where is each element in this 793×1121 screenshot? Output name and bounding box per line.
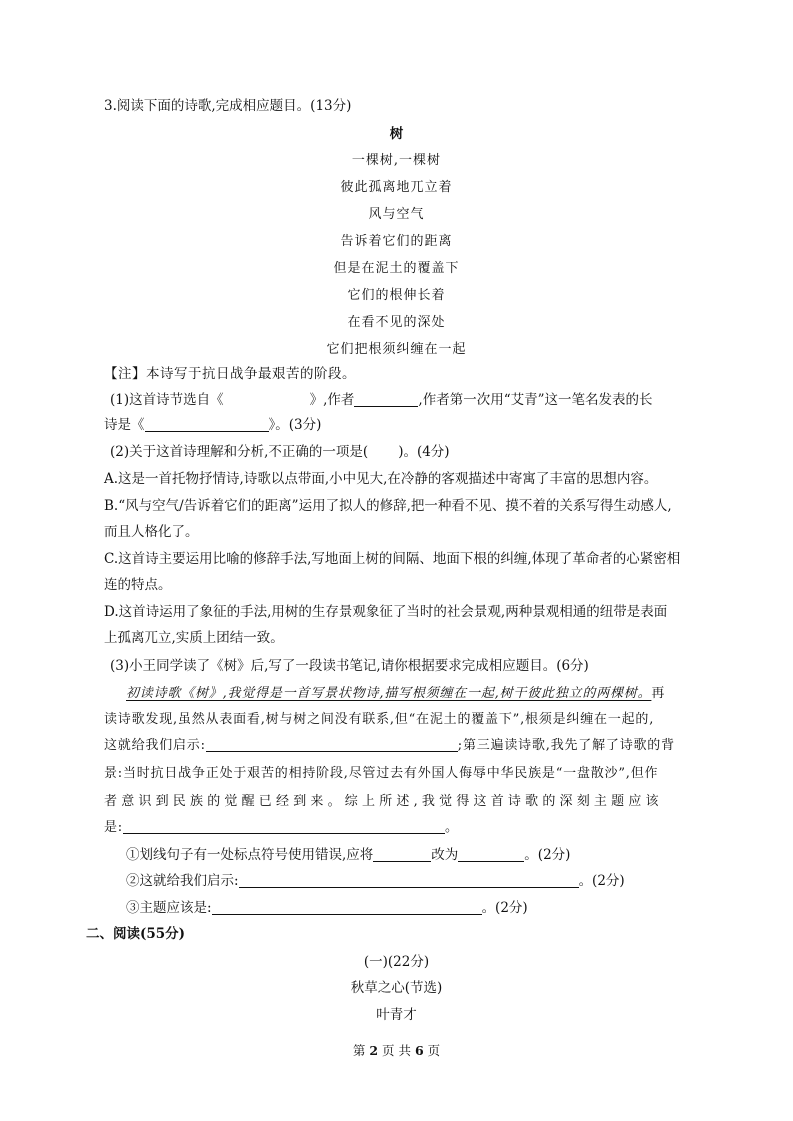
item-text: ①划线句子有一处标点符号使用错误,应将 bbox=[126, 847, 374, 863]
subquestion-1-text: 》。(3分) bbox=[268, 417, 322, 433]
article-author: 叶青才 bbox=[376, 1007, 417, 1023]
section-part-label: (一)(22分) bbox=[363, 954, 430, 970]
subquestion-1-line-1 bbox=[110, 388, 653, 408]
question-3-header: 3.阅读下面的诗歌,完成相应题目。(13分) bbox=[104, 98, 352, 114]
footer-text: 第 bbox=[352, 1043, 366, 1058]
page-footer bbox=[0, 1041, 793, 1059]
option-b-line-1: B.“风与空气/告诉着它们的距离”运用了拟人的修辞,把一种看不见、摸不着的关系写得生动感人, bbox=[104, 498, 672, 514]
item-text: 改为 bbox=[431, 847, 459, 863]
article-title: 秋草之心(节选) bbox=[350, 980, 443, 996]
section-2-header: 二、阅读(55分) bbox=[86, 926, 186, 942]
subquestion-1-text: 诗是《 bbox=[104, 417, 145, 433]
subquestion-2-text: )。(4分) bbox=[398, 444, 450, 460]
poem-line: 在看不见的深处 bbox=[347, 315, 446, 330]
poem-line: 它们的根伸长着 bbox=[347, 288, 446, 303]
item-text: 。(2分) bbox=[481, 900, 528, 916]
option-b-line-2: 而且人格化了。 bbox=[104, 524, 199, 540]
reading-note-text: 。 bbox=[444, 820, 459, 835]
reading-note-line-1 bbox=[126, 682, 665, 701]
item-text: 。(2分) bbox=[578, 873, 625, 889]
reading-note-text: 是: bbox=[104, 820, 123, 835]
current-page-number: 2 bbox=[369, 1043, 379, 1058]
option-c-line-1: C.这首诗主要运用比喻的修辞手法,写地面上树的间隔、地面下根的纠缠,体现了革命者的心紧密相 bbox=[104, 551, 681, 567]
footer-text: 页 bbox=[427, 1043, 441, 1058]
poem-line: 彼此孤离地兀立着 bbox=[340, 180, 453, 195]
option-d-line-1: D.这首诗运用了象征的手法,用树的生存景观象征了当时的社会景观,两种景观相通的纽带是表面 bbox=[104, 604, 668, 620]
reading-note-text: 再 bbox=[651, 686, 666, 701]
subquestion-2-prompt bbox=[110, 440, 450, 460]
reading-note-text: ;第三遍读诗歌,我先了解了诗歌的背 bbox=[457, 738, 675, 753]
subquestion-3-item-2 bbox=[126, 869, 625, 889]
theme-blank[interactable] bbox=[123, 819, 445, 834]
wrong-punct-blank[interactable] bbox=[373, 847, 431, 862]
reading-note-line-2: 读诗歌发现,虽然从表面看,树与树之间没有联系,但“在泥土的覆盖下”,根须是纠缠在一起的, bbox=[104, 712, 655, 727]
footer-text: 页 共 bbox=[382, 1043, 411, 1058]
item-text: 。(2分) bbox=[524, 847, 571, 863]
poem-title: 树 bbox=[389, 126, 404, 142]
reading-note-line-6 bbox=[104, 816, 459, 835]
long-poem-blank[interactable] bbox=[145, 417, 269, 432]
author-blank[interactable] bbox=[354, 392, 418, 407]
item-text: ③主题应该是: bbox=[126, 900, 212, 916]
subquestion-3-prompt: (3)小王同学读了《树》后,写了一段读书笔记,请你根据要求完成相应题目。(6分) bbox=[110, 658, 589, 674]
subquestion-3-item-1 bbox=[126, 843, 570, 863]
inspiration-blank[interactable] bbox=[206, 737, 458, 752]
correct-punct-blank[interactable] bbox=[458, 847, 524, 862]
poem-note: 【注】本诗写于抗日战争最艰苦的阶段。 bbox=[104, 366, 356, 382]
reading-note-text: 这就给我们启示: bbox=[104, 738, 206, 753]
poem-line: 风与空气 bbox=[368, 207, 425, 222]
option-c-line-2: 连的特点。 bbox=[104, 577, 172, 593]
subquestion-1-text: ,作者第一次用“艾青”这一笔名发表的长 bbox=[418, 392, 653, 408]
option-d-line-2: 上孤离兀立,实质上团结一致。 bbox=[104, 630, 284, 646]
reading-note-line-3 bbox=[104, 734, 675, 753]
reading-note-line-4: 景:当时抗日战争正处于艰苦的相持阶段,尽管过去有外国人侮辱中华民族是“一盘散沙”,但作 bbox=[104, 766, 659, 781]
option-a: A.这是一首托物抒情诗,诗歌以点带面,小中见大,在冷静的客观描述中寄寓了丰富的思想内容。 bbox=[104, 471, 658, 487]
theme-answer-blank[interactable] bbox=[212, 900, 482, 915]
poem-line: 但是在泥土的覆盖下 bbox=[333, 261, 460, 276]
item-text: ②这就给我们启示: bbox=[126, 873, 239, 889]
poem-line: 告诉着它们的距离 bbox=[340, 234, 453, 249]
poem-line: 它们把根须纠缠在一起 bbox=[326, 342, 467, 357]
subquestion-3-item-3 bbox=[126, 896, 528, 916]
inspiration-answer-blank[interactable] bbox=[239, 873, 579, 888]
subquestion-1-text: (1)这首诗节选自《 bbox=[110, 392, 224, 408]
poem-line: 一棵树,一棵树 bbox=[351, 153, 442, 168]
total-page-number: 6 bbox=[414, 1043, 424, 1058]
subquestion-2-text: (2)关于这首诗理解和分析,不正确的一项是( bbox=[110, 444, 369, 460]
subquestion-1-text: 》,作者 bbox=[309, 392, 355, 408]
underlined-sentence: 初读诗歌《树》,我觉得是一首写景状物诗,描写根须缠在一起,树干彼此独立的两棵树。 bbox=[126, 686, 652, 701]
subquestion-1-line-2 bbox=[104, 413, 321, 433]
reading-note-line-5: 者意识到民族的觉醒已经到来。综上所述,我觉得这首诗歌的深刻主题应该 bbox=[104, 794, 663, 809]
